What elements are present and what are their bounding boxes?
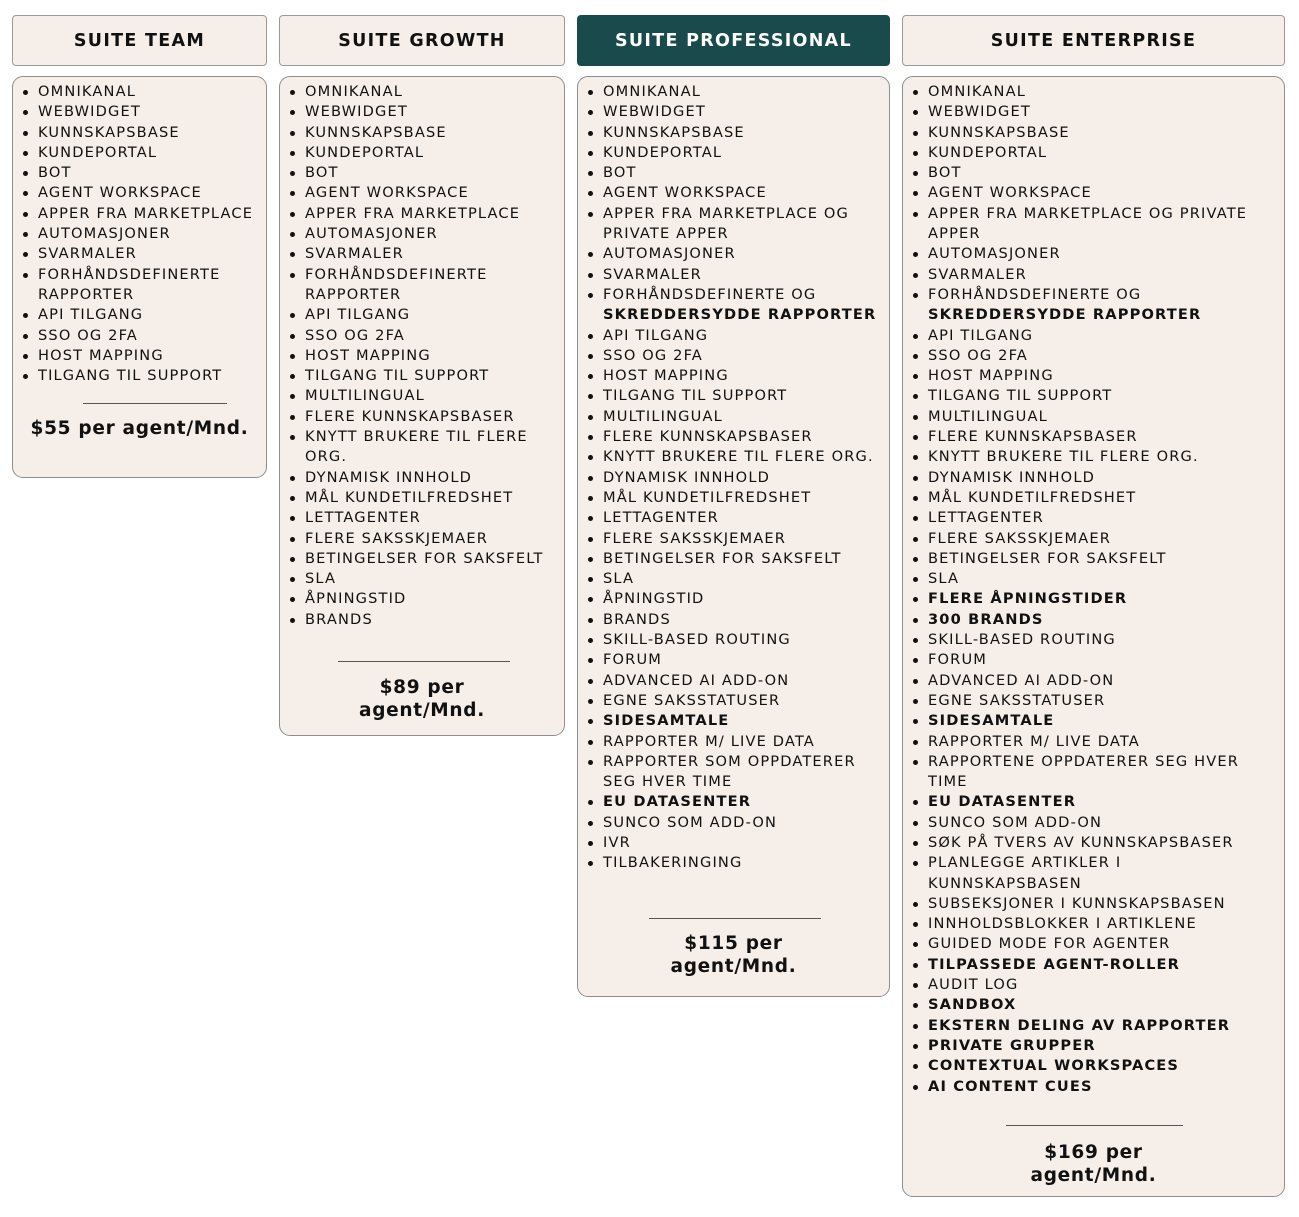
- price-label: [578, 933, 889, 978]
- feature-text: BRANDS: [305, 610, 373, 628]
- feature-text: AUTOMASJONER: [38, 225, 171, 243]
- feature-item: [903, 1077, 1284, 1097]
- feature-text: KUNNSKAPSBASE: [603, 123, 745, 141]
- feature-item: [280, 549, 564, 569]
- feature-item: [903, 265, 1284, 285]
- feature-text: FORUM: [603, 651, 663, 669]
- feature-item: [903, 975, 1284, 995]
- feature-text: SIDESAMTALE: [603, 712, 730, 730]
- feature-item: [578, 508, 889, 528]
- feature-text: KNYTT BRUKERE TIL FLERE ORG.: [928, 448, 1199, 466]
- feature-item: [280, 427, 564, 468]
- feature-item: [13, 326, 266, 346]
- plan-header-team: [12, 15, 267, 66]
- feature-item: [280, 346, 564, 366]
- feature-item: [903, 914, 1284, 934]
- feature-text: SVARMALER: [305, 245, 404, 263]
- feature-item: [903, 589, 1284, 609]
- feature-text: MÅL KUNDETILFREDSHET: [603, 488, 812, 506]
- price-divider: [83, 403, 227, 404]
- feature-text: API TILGANG: [38, 306, 144, 324]
- feature-item: [13, 163, 266, 183]
- feature-text: FLERE SAKSSKJEMAER: [305, 529, 489, 547]
- feature-text: APPER FRA MARKETPLACE OG PRIVATE: [928, 204, 1248, 222]
- feature-item: [280, 589, 564, 609]
- feature-text: BETINGELSER FOR SAKSFELT: [928, 549, 1167, 567]
- feature-item: [280, 143, 564, 163]
- feature-text: GUIDED MODE FOR AGENTER: [928, 935, 1171, 953]
- feature-item: [280, 569, 564, 589]
- feature-item: [903, 488, 1284, 508]
- feature-text: DYNAMISK INNHOLD: [603, 468, 770, 486]
- plan-header-growth: [279, 15, 565, 66]
- feature-text: KUNDEPORTAL: [305, 143, 425, 161]
- feature-text: APPER FRA MARKETPLACE OG: [603, 204, 850, 222]
- feature-text: AGENT WORKSPACE: [305, 184, 469, 202]
- feature-text: AGENT WORKSPACE: [38, 184, 202, 202]
- price-line: agent/Mnd.: [1030, 1164, 1157, 1186]
- feature-text: HOST MAPPING: [603, 367, 729, 385]
- plan-card-team: [12, 76, 267, 478]
- feature-item: [280, 244, 564, 264]
- feature-item: [280, 508, 564, 528]
- feature-item: [578, 853, 889, 873]
- feature-item: [13, 265, 266, 306]
- feature-text: TILGANG TIL SUPPORT: [603, 387, 788, 405]
- price-line: $169 per: [1044, 1142, 1143, 1163]
- feature-text: KUNDEPORTAL: [38, 143, 158, 161]
- feature-item: [13, 204, 266, 224]
- feature-text: ÅPNINGSTID: [603, 590, 705, 608]
- feature-item: [578, 732, 889, 752]
- feature-text: SUNCO SOM ADD-ON: [928, 813, 1103, 831]
- feature-item: [578, 82, 889, 102]
- feature-item: [903, 711, 1284, 731]
- feature-text: BETINGELSER FOR SAKSFELT: [305, 549, 544, 567]
- feature-item: [280, 366, 564, 386]
- feature-item: [578, 529, 889, 549]
- feature-text: SLA: [603, 570, 635, 588]
- feature-text: RAPPORTER M/ LIVE DATA: [928, 732, 1140, 750]
- feature-item: [280, 82, 564, 102]
- feature-text: FLERE KUNNSKAPSBASER: [305, 407, 515, 425]
- price-label: [280, 677, 564, 722]
- feature-item: [578, 691, 889, 711]
- feature-item: [280, 488, 564, 508]
- feature-text: LETTAGENTER: [305, 509, 421, 527]
- feature-text: FORUM: [928, 651, 988, 669]
- feature-item: [578, 569, 889, 589]
- feature-item: [280, 204, 564, 224]
- feature-text: IVR: [603, 833, 631, 851]
- feature-text: FLERE SAKSSKJEMAER: [603, 529, 787, 547]
- feature-item: [280, 468, 564, 488]
- plan-title: SUITE PROFESSIONAL: [615, 30, 852, 51]
- feature-text: EU DATASENTER: [928, 793, 1077, 811]
- feature-text: AI CONTENT CUES: [928, 1077, 1093, 1095]
- feature-item: [13, 102, 266, 122]
- feature-text-continued: ORG.: [305, 448, 348, 466]
- feature-text: KUNDEPORTAL: [603, 143, 723, 161]
- feature-text: MÅL KUNDETILFREDSHET: [928, 488, 1137, 506]
- feature-text: INNHOLDSBLOKKER I ARTIKLENE: [928, 915, 1197, 933]
- feature-item: [903, 529, 1284, 549]
- feature-text: ADVANCED AI ADD-ON: [603, 671, 790, 689]
- feature-item: [13, 143, 266, 163]
- feature-item: [578, 792, 889, 812]
- feature-item: [280, 224, 564, 244]
- plan-card-enterprise: [902, 76, 1285, 1197]
- feature-text: OMNIKANAL: [305, 83, 403, 100]
- feature-list: [903, 77, 1284, 1097]
- feature-item: [903, 894, 1284, 914]
- feature-text: FLERE SAKSSKJEMAER: [928, 529, 1112, 547]
- plan-card-growth: [279, 76, 565, 736]
- feature-text-continued: SKREDDERSYDDE RAPPORTER: [928, 306, 1202, 324]
- feature-item: [903, 549, 1284, 569]
- feature-item: [903, 427, 1284, 447]
- feature-item: [578, 366, 889, 386]
- feature-text: FORHÅNDSDEFINERTE OG: [603, 285, 817, 303]
- feature-item: [903, 955, 1284, 975]
- feature-item: [280, 529, 564, 549]
- feature-text: FLERE ÅPNINGSTIDER: [928, 590, 1128, 608]
- feature-item: [903, 102, 1284, 122]
- feature-text: RAPPORTER M/ LIVE DATA: [603, 732, 815, 750]
- price-line: $89 per: [379, 677, 465, 698]
- feature-text: AUDIT LOG: [928, 976, 1019, 994]
- feature-text: HOST MAPPING: [305, 346, 431, 364]
- feature-text: WEBWIDGET: [38, 103, 141, 121]
- feature-text: KUNDEPORTAL: [928, 143, 1048, 161]
- feature-text: DYNAMISK INNHOLD: [928, 468, 1095, 486]
- feature-item: [13, 366, 266, 386]
- feature-item: [903, 650, 1284, 670]
- feature-item: [903, 143, 1284, 163]
- feature-text: MULTILINGUAL: [305, 387, 425, 405]
- feature-item: [903, 671, 1284, 691]
- feature-text: SLA: [305, 570, 337, 588]
- feature-text: LETTAGENTER: [928, 509, 1044, 527]
- feature-text: DYNAMISK INNHOLD: [305, 468, 472, 486]
- feature-text: TILBAKERINGING: [603, 854, 743, 872]
- feature-text: SKILL-BASED ROUTING: [928, 631, 1116, 649]
- feature-text: SVARMALER: [603, 265, 702, 283]
- feature-text: OMNIKANAL: [928, 83, 1026, 100]
- price-label: [903, 1142, 1284, 1187]
- feature-text: TILGANG TIL SUPPORT: [38, 367, 223, 385]
- feature-item: [578, 671, 889, 691]
- feature-text: WEBWIDGET: [603, 103, 706, 121]
- feature-item: [903, 813, 1284, 833]
- feature-text: FORHÅNDSDEFINERTE OG: [928, 285, 1142, 303]
- feature-text-continued: TIME: [928, 773, 968, 791]
- feature-text: SUBSEKSJONER I KUNNSKAPSBASEN: [928, 894, 1226, 912]
- feature-text: HOST MAPPING: [928, 367, 1054, 385]
- feature-text: API TILGANG: [305, 306, 411, 324]
- feature-text: API TILGANG: [603, 326, 709, 344]
- feature-item: [903, 285, 1284, 326]
- feature-item: [903, 934, 1284, 954]
- price-divider: [1006, 1125, 1183, 1126]
- feature-item: [578, 346, 889, 366]
- feature-text: BOT: [305, 164, 339, 182]
- feature-item: [13, 244, 266, 264]
- feature-text: HOST MAPPING: [38, 346, 164, 364]
- feature-item: [578, 589, 889, 609]
- feature-item: [903, 447, 1284, 467]
- feature-text: OMNIKANAL: [603, 83, 701, 100]
- feature-item: [578, 752, 889, 793]
- feature-text: EGNE SAKSSTATUSER: [603, 691, 781, 709]
- feature-text: APPER FRA MARKETPLACE: [38, 204, 254, 222]
- feature-text: AGENT WORKSPACE: [603, 184, 767, 202]
- feature-text: RAPPORTENE OPPDATERER SEG HVER: [928, 752, 1240, 770]
- feature-item: [280, 386, 564, 406]
- price-divider: [649, 918, 821, 919]
- feature-text: FORHÅNDSDEFINERTE: [38, 265, 221, 283]
- feature-item: [578, 285, 889, 326]
- feature-item: [903, 833, 1284, 853]
- feature-item: [578, 468, 889, 488]
- feature-item: [578, 143, 889, 163]
- feature-item: [578, 386, 889, 406]
- feature-text-continued: RAPPORTER: [38, 285, 135, 303]
- feature-list: [578, 77, 889, 874]
- feature-text: PRIVATE GRUPPER: [928, 1036, 1096, 1054]
- feature-text: MULTILINGUAL: [928, 407, 1048, 425]
- feature-text: MULTILINGUAL: [603, 407, 723, 425]
- feature-item: [280, 610, 564, 630]
- plan-title: SUITE ENTERPRISE: [990, 30, 1197, 51]
- feature-item: [903, 366, 1284, 386]
- feature-text: KNYTT BRUKERE TIL FLERE ORG.: [603, 448, 874, 466]
- feature-text-continued: SEG HVER TIME: [603, 773, 733, 791]
- feature-text: SIDESAMTALE: [928, 712, 1055, 730]
- feature-text: CONTEXTUAL WORKSPACES: [928, 1057, 1180, 1075]
- feature-text: MÅL KUNDETILFREDSHET: [305, 488, 514, 506]
- feature-item: [903, 407, 1284, 427]
- feature-item: [578, 447, 889, 467]
- feature-item: [578, 204, 889, 245]
- feature-text: AUTOMASJONER: [928, 245, 1061, 263]
- feature-text: EU DATASENTER: [603, 793, 752, 811]
- feature-text-continued: SKREDDERSYDDE RAPPORTER: [603, 306, 877, 324]
- feature-text: SSO OG 2FA: [603, 346, 703, 364]
- feature-item: [578, 833, 889, 853]
- feature-item: [903, 1036, 1284, 1056]
- feature-item: [578, 488, 889, 508]
- feature-text: API TILGANG: [928, 326, 1034, 344]
- feature-text: SSO OG 2FA: [928, 346, 1028, 364]
- feature-item: [903, 244, 1284, 264]
- feature-item: [903, 732, 1284, 752]
- feature-item: [13, 224, 266, 244]
- feature-text: FLERE KUNNSKAPSBASER: [928, 428, 1138, 446]
- feature-text: BOT: [928, 164, 962, 182]
- feature-item: [903, 630, 1284, 650]
- plan-title: SUITE TEAM: [73, 30, 206, 51]
- feature-item: [13, 123, 266, 143]
- feature-text: SSO OG 2FA: [38, 326, 138, 344]
- plan-title: SUITE GROWTH: [338, 30, 506, 51]
- plan-card-professional: [577, 76, 890, 997]
- feature-item: [280, 163, 564, 183]
- feature-text: SØK PÅ TVERS AV KUNNSKAPSBASER: [928, 833, 1234, 851]
- feature-item: [578, 407, 889, 427]
- feature-text-continued: APPER: [928, 225, 981, 243]
- feature-item: [578, 711, 889, 731]
- feature-item: [13, 183, 266, 203]
- feature-text: TILPASSEDE AGENT-ROLLER: [928, 955, 1181, 973]
- feature-text: SANDBOX: [928, 996, 1017, 1014]
- feature-text: SSO OG 2FA: [305, 326, 405, 344]
- price-line: agent/Mnd.: [359, 699, 485, 721]
- feature-text: AUTOMASJONER: [603, 245, 736, 263]
- feature-item: [903, 82, 1284, 102]
- feature-list: [280, 77, 564, 630]
- feature-item: [280, 305, 564, 325]
- price-text: $55 per agent/Mnd.: [30, 418, 249, 439]
- feature-text: OMNIKANAL: [38, 83, 136, 100]
- feature-item: [903, 123, 1284, 143]
- feature-item: [578, 102, 889, 122]
- price-label: [13, 418, 266, 441]
- feature-text: KUNNSKAPSBASE: [305, 123, 447, 141]
- feature-item: [578, 630, 889, 650]
- feature-item: [903, 569, 1284, 589]
- feature-item: [903, 508, 1284, 528]
- feature-text: SVARMALER: [38, 245, 137, 263]
- feature-text-continued: PRIVATE APPER: [603, 225, 729, 243]
- feature-item: [280, 183, 564, 203]
- feature-text: BOT: [603, 164, 637, 182]
- feature-text: AGENT WORKSPACE: [928, 184, 1092, 202]
- feature-item: [280, 265, 564, 306]
- feature-item: [578, 123, 889, 143]
- feature-item: [578, 650, 889, 670]
- feature-text: RAPPORTER SOM OPPDATERER: [603, 752, 856, 770]
- feature-item: [903, 691, 1284, 711]
- feature-text-continued: RAPPORTER: [305, 285, 402, 303]
- feature-item: [13, 346, 266, 366]
- feature-text: TILGANG TIL SUPPORT: [305, 367, 490, 385]
- feature-item: [903, 204, 1284, 245]
- feature-item: [903, 346, 1284, 366]
- feature-item: [578, 163, 889, 183]
- feature-item: [13, 305, 266, 325]
- feature-item: [903, 163, 1284, 183]
- feature-text: FLERE KUNNSKAPSBASER: [603, 428, 813, 446]
- price-line: agent/Mnd.: [670, 955, 797, 977]
- feature-text: KUNNSKAPSBASE: [928, 123, 1070, 141]
- feature-text: AUTOMASJONER: [305, 225, 438, 243]
- feature-text: SLA: [928, 570, 960, 588]
- feature-item: [280, 102, 564, 122]
- feature-item: [903, 752, 1284, 793]
- feature-item: [903, 1016, 1284, 1036]
- feature-text: WEBWIDGET: [305, 103, 408, 121]
- feature-item: [903, 386, 1284, 406]
- feature-list: [13, 77, 266, 386]
- feature-text: BOT: [38, 164, 72, 182]
- plan-header-enterprise: [902, 15, 1285, 66]
- feature-text: FORHÅNDSDEFINERTE: [305, 265, 488, 283]
- feature-item: [903, 853, 1284, 894]
- feature-text: SUNCO SOM ADD-ON: [603, 813, 778, 831]
- feature-item: [578, 610, 889, 630]
- feature-item: [578, 326, 889, 346]
- feature-text: WEBWIDGET: [928, 103, 1031, 121]
- feature-text-continued: KUNNSKAPSBASEN: [928, 874, 1082, 892]
- feature-item: [578, 244, 889, 264]
- feature-text: EKSTERN DELING AV RAPPORTER: [928, 1016, 1231, 1034]
- feature-item: [903, 610, 1284, 630]
- feature-text: EGNE SAKSSTATUSER: [928, 691, 1106, 709]
- feature-text: KUNNSKAPSBASE: [38, 123, 180, 141]
- feature-text: 300 BRANDS: [928, 610, 1044, 628]
- feature-item: [903, 326, 1284, 346]
- feature-item: [903, 183, 1284, 203]
- feature-text: BETINGELSER FOR SAKSFELT: [603, 549, 842, 567]
- feature-text: SVARMALER: [928, 265, 1027, 283]
- feature-item: [280, 326, 564, 346]
- feature-item: [903, 995, 1284, 1015]
- feature-item: [280, 407, 564, 427]
- price-line: $115 per: [684, 933, 783, 954]
- feature-item: [578, 549, 889, 569]
- feature-item: [578, 183, 889, 203]
- feature-text: SKILL-BASED ROUTING: [603, 631, 791, 649]
- feature-text: PLANLEGGE ARTIKLER I: [928, 854, 1122, 872]
- feature-item: [903, 1056, 1284, 1076]
- feature-item: [578, 813, 889, 833]
- feature-text: KNYTT BRUKERE TIL FLERE: [305, 428, 528, 446]
- feature-item: [578, 427, 889, 447]
- feature-text: TILGANG TIL SUPPORT: [928, 387, 1113, 405]
- feature-item: [280, 123, 564, 143]
- feature-item: [13, 82, 266, 102]
- feature-item: [903, 792, 1284, 812]
- feature-text: ADVANCED AI ADD-ON: [928, 671, 1115, 689]
- plan-header-professional: [577, 15, 890, 66]
- price-divider: [338, 661, 510, 662]
- feature-item: [578, 265, 889, 285]
- feature-item: [903, 468, 1284, 488]
- feature-text: APPER FRA MARKETPLACE: [305, 204, 521, 222]
- feature-text: ÅPNINGSTID: [305, 590, 407, 608]
- feature-text: BRANDS: [603, 610, 671, 628]
- feature-text: LETTAGENTER: [603, 509, 719, 527]
